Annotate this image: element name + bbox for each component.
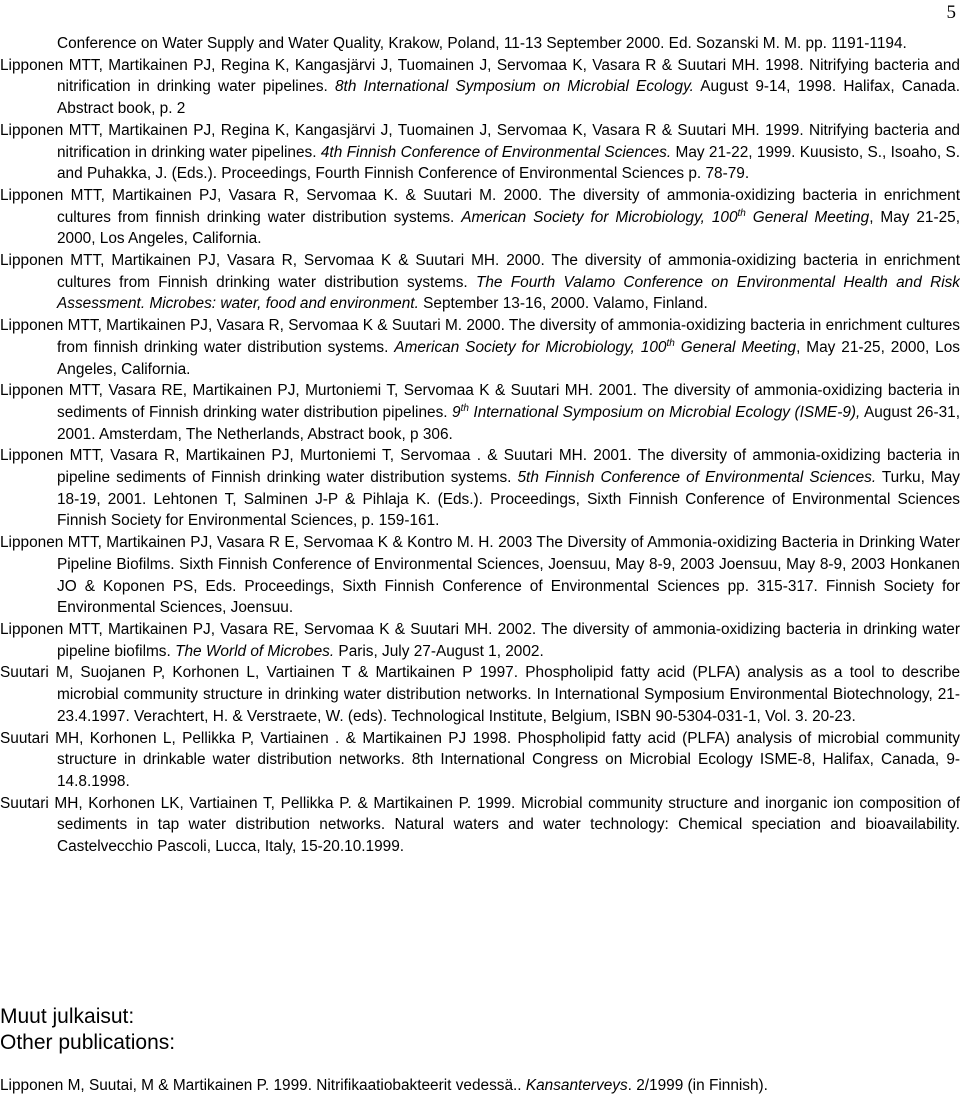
text-segment: , May 21-25, 2000, Los Angeles, California. [57, 208, 960, 248]
reference-entry [0, 793, 960, 858]
reference-entry [0, 55, 960, 120]
reference-entry [0, 185, 960, 250]
section-heading-finnish: Muut julkaisut: [0, 1005, 135, 1028]
reference-entry [0, 120, 960, 185]
section-heading-english: Other publications: [0, 1031, 176, 1054]
text-segment: May 21-22, 1999. Kuusisto, S., Isoaho, S. and Puhakka, J. (Eds.). Proceedings, Fourth Finnish Conference of Environmental Sciences p. 78-79. [57, 143, 960, 183]
reference-entry [0, 445, 960, 532]
italic-text-segment: The Fourth Valamo Conference on Environmental Health and Risk Assessment. Microbes: water, food and environment. [57, 273, 960, 313]
text-segment: Lipponen MTT, Martikainen PJ, Regina K, Kangasjärvi J, Tuomainen J, Servomaa K, Vasara R & Suutari MH. 1998. Nitrifying bacteria and nitrification in drinking water pipelines. [0, 56, 960, 96]
text-segment: . 2/1999 (in Finnish). [627, 1077, 768, 1094]
text-segment: Turku, May 18-19, 2001. Lehtonen T, Salminen J-P & Pihlaja K. (Eds.). Proceedings, Sixth Finnish Conference of Environmental Sciences Finnish Society for Environmental Sciences, p. 159-161. [57, 469, 960, 530]
text-segment: September 13-16, 2000. Valamo, Finland. [418, 295, 708, 313]
italic-text-segment: American Society for Microbiology, 100 [394, 338, 667, 356]
reference-entry [0, 728, 960, 793]
text-segment: Lipponen MTT, Martikainen PJ, Vasara R, Servomaa K & Suutari M. 2000. The diversity of ammonia-oxidizing bacteria in enrichment cultures from finnish drinking water distribution systems. [0, 317, 960, 356]
reference-entry [0, 33, 960, 55]
reference-list [0, 33, 960, 858]
text-segment: Lipponen MTT, Vasara RE, Martikainen PJ, Murtoniemi T, Servomaa K & Suutari MH. 2001. The diversity of ammonia-oxidizing bacteria in sediments of Finnish drinking water distribution pipelines. [0, 382, 960, 421]
text-segment: Paris, July 27-August 1, 2002. [334, 642, 544, 660]
text-segment: Lipponen MTT, Martikainen PJ, Vasara R, Servomaa K. & Suutari M. 2000. The diversity of ammonia-oxidizing bacteria in enrichment cultures from finnish drinking water distribution systems. [0, 186, 960, 226]
text-segment: Lipponen MTT, Martikainen PJ, Regina K, Kangasjärvi J, Tuomainen J, Servomaa K, Vasara R & Suutari MH. 1999. Nitrifying bacteria and nitrification in drinking water pipelines. [0, 121, 960, 161]
text-segment: , May 21-25, 2000, Los Angeles, California. [57, 338, 960, 378]
superscript-text: th [666, 337, 675, 349]
superscript-text: th [460, 402, 469, 414]
italic-text-segment: 4th Finnish Conference of Environmental Sciences. [320, 143, 672, 161]
italic-text-segment: General Meeting [745, 208, 870, 226]
text-segment: Lipponen M, Suutai, M & Martikainen P. 1999. Nitrifikaatiobakteerit vedessä.. [0, 1077, 526, 1094]
italic-text-segment: Kansanterveys [525, 1077, 628, 1094]
text-segment: Conference on Water Supply and Water Quality, Krakow, Poland, 11-13 September 2000. Ed. Sozanski M. M. pp. 1191-1194. [57, 35, 907, 52]
reference-entry [0, 250, 960, 315]
italic-text-segment: 5th Finnish Conference of Environmental Sciences. [517, 469, 877, 487]
text-segment: Suutari M, Suojanen P, Korhonen L, Vartiainen T & Martikainen P 1997. Phospholipid fatty acid (PLFA) analysis as a tool to describe microbial community structure in drinking water distribution networks. In International Symposium Environmental Biotechnology, 21-23.4.1997. Verachtert, H. & Verstraete, W. (eds). Technological Institute, Belgium, ISBN 90-5304-031-1, Vol. 3. 20-23. [0, 664, 960, 725]
reference-entry [0, 662, 960, 727]
reference-entry [0, 315, 960, 380]
reference-entry [0, 532, 960, 619]
superscript-text: th [737, 207, 746, 219]
page-number: 5 [946, 2, 956, 23]
italic-text-segment: 8th International Symposium on Microbial Ecology. [334, 78, 694, 96]
text-segment: Lipponen MTT, Martikainen PJ, Vasara RE, Servomaa K & Suutari MH. 2002. The diversity of ammonia-oxidizing bacteria in drinking water pipeline biofilms. [0, 620, 960, 660]
text-segment: August 26-31, 2001. Amsterdam, The Netherlands, Abstract book, p 306. [57, 403, 960, 443]
text-segment: Lipponen MTT, Martikainen PJ, Vasara R E, Servomaa K & Kontro M. H. 2003 The Diversity of Ammonia-oxidizing Bacteria in Drinking Water Pipeline Biofilms. Sixth Finnish Conference of Environmental Sciences, Joensuu, May 8-9, 2003 Joensuu, May 8-9, 2003 Honkanen JO & Koponen PS, Eds. Proceedings, Sixth Finnish Conference of Environmental Sciences pp. 315-317. Finnish Society for Environmental Sciences, Joensuu. [0, 534, 960, 617]
italic-text-segment: American Society for Microbiology, 100 [461, 208, 738, 226]
text-segment: Lipponen MTT, Vasara R, Martikainen PJ, Murtoniemi T, Servomaa . & Suutari MH. 2001. The diversity of ammonia-oxidizing bacteria in pipeline sediments of Finnish drinking water distribution systems. [0, 447, 960, 487]
other-publication-entry [0, 1075, 768, 1097]
text-segment: August 9-14, 1998. Halifax, Canada. Abstract book, p. 2 [57, 78, 960, 118]
text-segment: Lipponen MTT, Martikainen PJ, Vasara R, Servomaa K & Suutari MH. 2000. The diversity of ammonia-oxidizing bacteria in enrichment cultures from Finnish drinking water distribution systems. [0, 252, 960, 291]
reference-entry [0, 619, 960, 662]
italic-text-segment: General Meeting [674, 338, 797, 356]
italic-text-segment: International Symposium on Microbial Ecology (ISME-9), [468, 403, 861, 421]
italic-text-segment: 9 [452, 403, 461, 421]
italic-text-segment: The World of Microbes. [175, 642, 335, 660]
text-segment: Suutari MH, Korhonen L, Pellikka P, Vartiainen . & Martikainen PJ 1998. Phospholipid fatty acid (PLFA) analysis of microbial community structure in drinkable water distribution networks. 8th International Congress on Microbial Ecology ISME-8, Halifax, Canada, 9-14.8.1998. [0, 729, 960, 790]
reference-entry [0, 380, 960, 445]
text-segment: Suutari MH, Korhonen LK, Vartiainen T, Pellikka P. & Martikainen P. 1999. Microbial community structure and inorganic ion composition of sediments in tap water distribution networks. Natural waters and water technology: Chemical speciation and bioavailability. Castelvecchio Pascoli, Lucca, Italy, 15-20.10.1999. [0, 794, 960, 856]
